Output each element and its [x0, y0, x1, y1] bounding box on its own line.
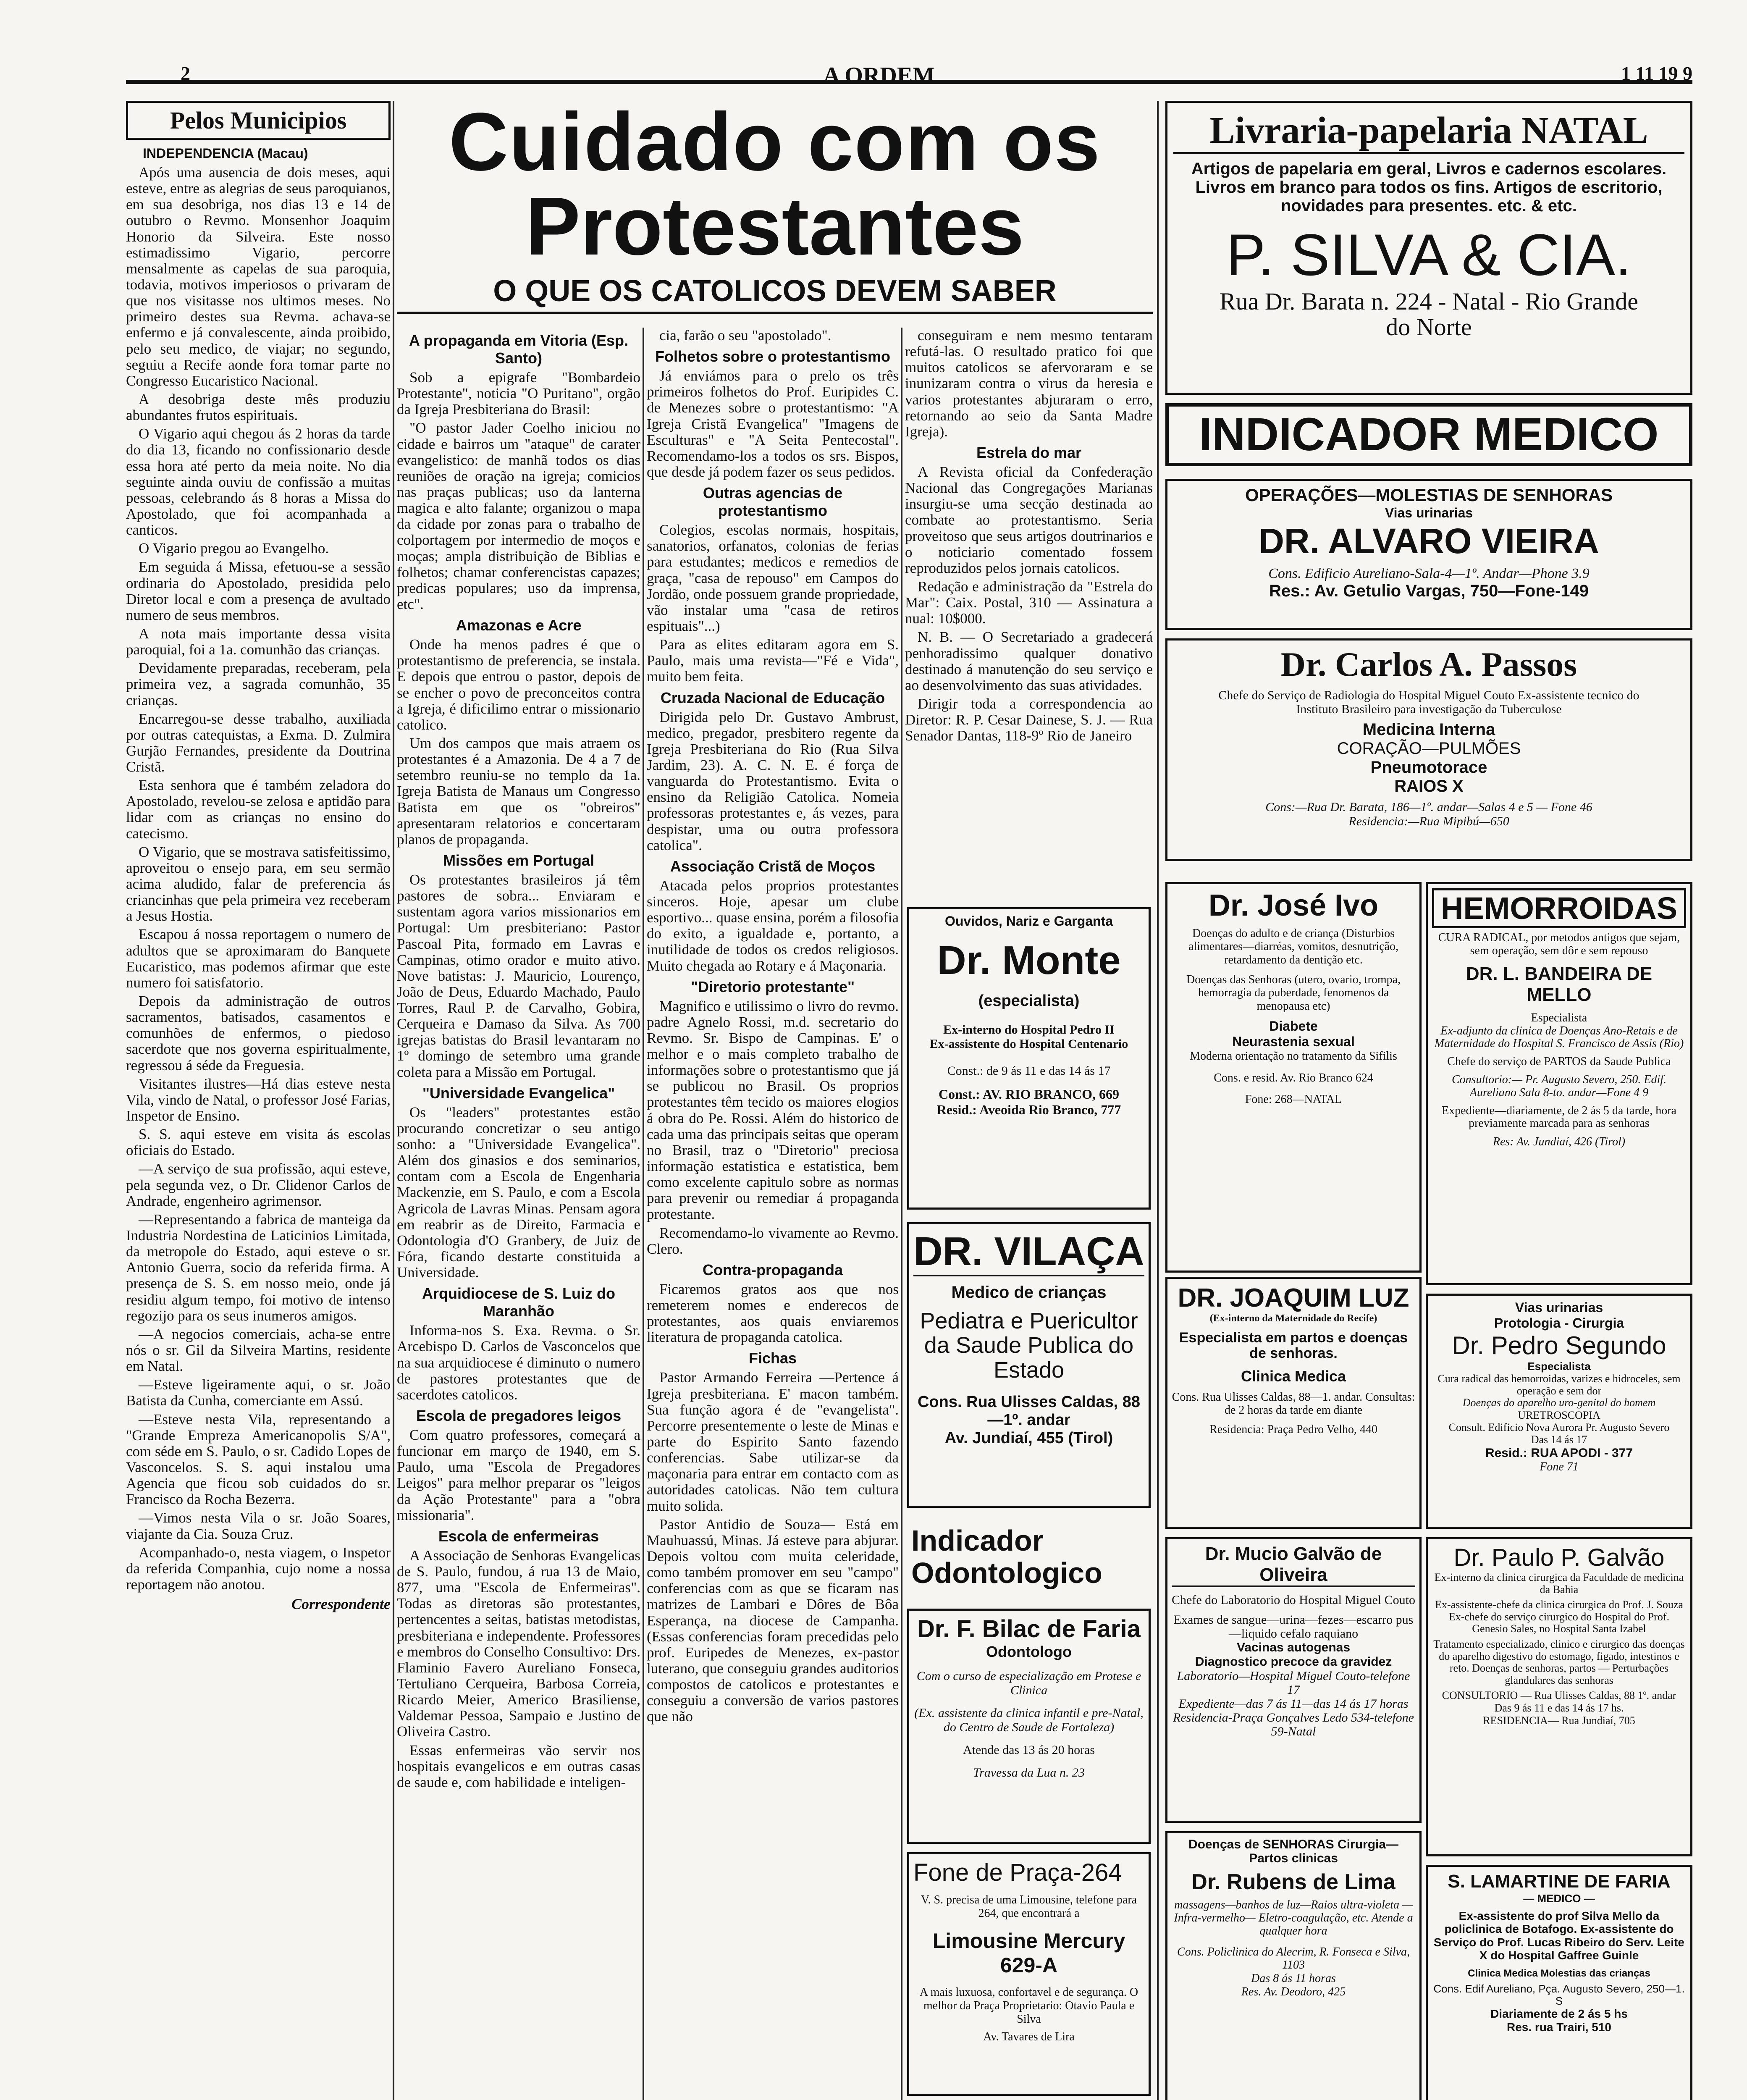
luz-name: DR. JOAQUIM LUZ — [1178, 1284, 1409, 1312]
alvaro-name: DR. ALVARO VIEIRA — [1259, 521, 1599, 561]
newspaper-title: A ORDEM — [823, 63, 935, 89]
page-date: 1 11 19 9 — [1621, 63, 1692, 84]
monte-l4: Const.: AV. RIO BRANCO, 669 — [939, 1087, 1119, 1102]
fone-l1: V. S. precisa de uma Limousine, telefone para 264, que encontrará a — [921, 1893, 1137, 1920]
article-subhead: O QUE OS CATOLICOS DEVEM SABER — [397, 274, 1153, 314]
monte-name: Dr. Monte — [937, 938, 1121, 983]
segundo-l8: Das 14 ás 17 — [1531, 1433, 1587, 1446]
article-section-heading: Associação Cristã de Moços — [670, 857, 876, 875]
municipios-text — [126, 165, 391, 1593]
monte-l1: Ex-interno do Hospital Pedro II — [943, 1023, 1115, 1037]
article-paragraph: Dirigida pelo Dr. Gustavo Ambrust, medico, pregador, presbitero regente da Igreja Presbiteriana do Rio (Rua Silva Jardim, 23). A. C. N. E. é força de vanguarda do Protestantismo. Evita o ensino da Religião Catolica. Nomeia professoras protestantes e, ás vezes, para despistar, uma ou outra professora catolica". — [647, 709, 899, 853]
municipios-paragraph: Acompanhado-o, nesta viagem, o Inspetor da referida Companhia, cujo nome a nossa reportagem não anotou. — [126, 1544, 391, 1593]
segundo-l2: Protologia - Cirurgia — [1494, 1315, 1624, 1331]
monte-spec: (especialista) — [978, 992, 1080, 1010]
article-headline-2: Protestantes — [525, 180, 1024, 272]
ad-hemorroidas — [1426, 882, 1692, 1285]
article-paragraph: Com quatro professores, começará a funcionar em março de 1940, em S. Paulo, uma "Escola de Pregadores Leigos" para melhor preparar os "leigos da Ação Protestante" para a "obra missionaria". — [397, 1427, 640, 1523]
ivo-l1: Doenças do adulto e de criança (Disturbios alimentares—diarréas, vomitos, desnutrição, retardamento da dentição etc. — [1188, 927, 1398, 966]
ad-dr-ivo — [1165, 882, 1422, 1273]
article-paragraph: Para as elites editaram agora em S. Paulo, mais uma revista—"Fé e Vida", muito bem feita. — [647, 636, 899, 685]
segundo-l3: Especialista — [1527, 1360, 1591, 1373]
passos-name: Dr. Carlos A. Passos — [1280, 645, 1577, 683]
article-paragraph: Ficaremos gratos aos que nos remeterem nomes e enderecos de protestantes, aos quais enviaremos literatura de propaganda catolica. — [647, 1281, 899, 1346]
alvaro-l2: Res.: Av. Getulio Vargas, 750—Fone-149 — [1269, 582, 1589, 600]
monte-l5: Resid.: Aveoida Rio Branco, 777 — [936, 1102, 1121, 1117]
article-section-heading: Folhetos sobre o protestantismo — [655, 348, 891, 365]
hemorroidas-l6: Expediente—diariamente, de 2 ás 5 da tarde, hora previamente marcada para as senhoras — [1442, 1104, 1676, 1130]
municipios-paragraph: O Vigario pregou ao Evangelho. — [139, 540, 329, 557]
hemorroidas-l1: CURA RADICAL, por metodos antigos que sejam, sem operação, sem dôr e sem repouso — [1438, 931, 1680, 957]
article-section-heading: A propaganda em Vitoria (Esp. Santo) — [409, 332, 629, 367]
segundo-name: Dr. Pedro Segundo — [1452, 1331, 1666, 1360]
livraria-addr: Rua Dr. Barata n. 224 - Natal - Rio Grande do Norte — [1220, 288, 1638, 341]
indicador-odontologico: Indicador Odontologico — [911, 1524, 1102, 1589]
article-paragraph: Sob a epigrafe "Bombardeio Protestante", noticia "O Puritano", orgão da Igreja Presbiteriana do Brasil: — [397, 369, 640, 418]
vilaca-l1: Pediatra e Puericultor da Saude Publica do Estado — [920, 1308, 1138, 1383]
vilaca-l3: Av. Jundiaí, 455 (Tirol) — [944, 1429, 1113, 1447]
hemorroidas-l2: Especialista — [1531, 1011, 1587, 1024]
article-paragraph: conseguiram e nem mesmo tentaram refutá-las. O resultado pratico foi que muitos catolicos se afervoraram e se inunizaram contra o virus da heresia e varios protestantes abjuraram o erro, retornando ao seio da Santa Madre Igreja). — [905, 328, 1153, 440]
segundo-l10: Fone 71 — [1540, 1460, 1579, 1474]
monte-l2: Ex-assistente do Hospital Centenario — [929, 1037, 1128, 1051]
galvao-l6: RESIDENCIA— Rua Jundiaí, 705 — [1483, 1714, 1635, 1727]
article-paragraph: Os "leaders" protestantes estão procurando concretizar o seu antigo sonho: a "Universidade Evangelica". Além dos ginasios e dos seminarios, contam com a Escola de Engenharia Mackenzie, em S. Paulo, e com a Escola Agricola de Lavras Minas. Pensam agora em reabrir as de Direito, Farmacia e Odontologia d'O Granbery, de Juiz de Fóra, ficando destarte constituida a Universidade. — [397, 1104, 640, 1281]
article-section-heading: Escola de enfermeiras — [438, 1527, 599, 1545]
bilac-l2: (Ex. assistente da clinica infantil e pre-Natal, do Centro de Saude de Fortaleza) — [914, 1706, 1144, 1734]
article-paragraph: Os protestantes brasileiros já têm pastores de sobra... Enviaram e sustentam agora varios missionarios em Portugal: Um presbiteriano: Pastor Pascoal Pita, formado em Lavras e Campinas, otimo orador e muito ativo. Nove batistas: J. Mauricio, Lourenço, João de Deus, Eduardo Machado, Paulo Torres, Raul P. de Carvalho, Gobira, Cerqueira e Damaso da Silva. As 700 igrejas batistas do Brasil levantaram no 1º domingo de setembro uma grande coleta para a Missão em Portugal. — [397, 871, 640, 1080]
ad-indicador-odontologico — [907, 1520, 1151, 1604]
municipios-paragraph: Devidamente preparadas, receberam, pela primeira vez, a sagrada comunhão, 35 crianças. — [126, 660, 391, 709]
municipios-paragraph: Encarregou-se desse trabalho, auxiliada por outras catequistas, a Exma. D. Zulmira Gurjão Fernandes, presidente da Doutrina Cristã. — [126, 710, 391, 775]
article-paragraph: Informa-nos S. Exa. Revma. o Sr. Arcebispo D. Carlos de Vasconcelos que na sua arquidiocese é diminuto o numero de pastores protestantes que de sacerdotes catolicos. — [397, 1322, 640, 1403]
column-rule — [393, 101, 394, 2100]
fone-l3: Av. Tavares de Lira — [983, 2030, 1075, 2043]
article-paragraph: A Associação de Senhoras Evangelicas de S. Paulo, fundou, á rua 13 de Maio, 877, uma "Escola de Enfermeiras". Todas as diretoras são protestantes, pertencentes a seitas, batistas metodistas, presbiteriana e independente. Professores e membros do Conselho Consultivo: Drs. Flaminio Favero Aureliano Fonseca, Tertuliano Cerqueira, Barbosa Correia, Ricardo Meier, Americo Brasiliense, Valdemar Pessoa, Sampaio e Justino de Oliveira Castro. — [397, 1547, 640, 1740]
municipios-paragraph: —Esteve nesta Vila, representando a "Grande Empreza Americanopolis S/A", com séde em S. Paulo, o sr. Cadido Lopes de Vasconcelos. S. S. aqui instalou uma Agencia que ficou sob cuidados do sr. Francisco da Rocha Bezerra. — [126, 1411, 391, 1508]
article-paragraph: Onde ha menos padres é que o protestantismo de preferencia, se instala. E depois que entrou o pastor, depois de se encher o povo de preconceitos contra a Igreja, é dificilimo entrar o missionario catolico. — [397, 636, 640, 733]
article-col-1 — [397, 328, 640, 2100]
rubens-l3: Das 8 ás 11 horas — [1251, 1971, 1336, 1985]
segundo-l4: Cura radical das hemorroidas, varizes e hidroceles, sem operação e sem dor — [1437, 1373, 1681, 1397]
livraria-title: Livraria-papelaria NATAL — [1173, 109, 1684, 154]
passos-l7: Residencia:—Rua Mipibú—650 — [1348, 814, 1509, 828]
mucio-l1: Chefe do Laboratorio do Hospital Miguel Couto — [1172, 1593, 1415, 1607]
rubens-l1: massagens—banhos de luz—Raios ultra-violeta — Infra-vermelho— Eletro-coagulação, etc. Atende a qualquer hora — [1174, 1898, 1413, 1937]
alvaro-top: OPERAÇÕES—MOLESTIAS DE SENHORAS — [1245, 485, 1613, 505]
article-section-heading: Estrela do mar — [976, 444, 1082, 461]
article-paragraph: Atacada pelos proprios protestantes sinceros. Hoje, apesar um clube esportivo... quase ensina, porém a filosofia do exito, a igualdade e, portanto, a inutilidade de todos os credos religiosos. Muito chegada ao Rotary e á Maçonaria. — [647, 877, 899, 974]
ad-dr-galvao — [1426, 1537, 1692, 1856]
article-section-heading: Escola de pregadores leigos — [416, 1407, 622, 1425]
mucio-l7: Residencia-Praça Gonçalves Ledo 534-telefone 59-Natal — [1173, 1711, 1414, 1738]
page-header — [126, 63, 1692, 89]
vilaca-spec: Medico de crianças — [951, 1283, 1107, 1302]
segundo-l1: Vias urinarias — [1515, 1300, 1603, 1315]
ivo-l2: Doenças das Senhoras (utero, ovario, trompa, hemorragia da puberdade, fenomenos da menopausa etc) — [1186, 973, 1401, 1013]
ivo-l5: Moderna orientação no tratamento da Sifilis — [1190, 1050, 1397, 1063]
ad-dr-luz — [1165, 1277, 1422, 1529]
hemorroidas-l3: Ex-adjunto da clinica de Doenças Ano-Retais e de Maternidade do Hospital S. Francisco de Assis (Rio) — [1434, 1024, 1684, 1050]
article-section-heading: Outras agencias de protestantismo — [703, 484, 843, 520]
article-paragraph: Pastor Armando Ferreira —Pertence á Igreja presbiteriana. E' macon também. Sua função agora é de "evangelista". Percorre presentemente o leste de Minas e parte do Espirito Santo fazendo conferencias. Sabe utilizar-se da maçonaria para entrar em contacto com as autoridades catolicas. Não tem cultura muito solida. — [647, 1369, 899, 1514]
article-paragraph: Essas enfermeiras vão servir nos hospitais evangelicos e em outras casas de saude e, com habilidade e inteligen- — [397, 1742, 640, 1790]
column-rule — [643, 328, 644, 2100]
municipios-paragraph: O Vigario aqui chegou ás 2 horas da tarde do dia 13, ficando no confissionario desde essa hora até perto da meia noite. No dia seguinte ainda ouviu de confissão a muitas pessoas, celebrando ás 8 horas a Missa do Apostolado, que foi acompanhada a canticos. — [126, 425, 391, 538]
municipios-title: Pelos Municipios — [126, 101, 391, 140]
passos-l3: CORAÇÃO—PULMÕES — [1337, 739, 1521, 758]
ivo-l3: Diabete — [1269, 1018, 1318, 1034]
mucio-l4: Diagnostico precoce da gravidez — [1195, 1655, 1392, 1669]
municipios-paragraph: —Vimos nesta Vila o sr. João Soares, viajante da Cia. Souza Cruz. — [126, 1509, 391, 1542]
bilac-l3: Atende das 13 ás 20 horas — [963, 1743, 1095, 1757]
municipios-section: INDEPENDENCIA (Macau) — [143, 146, 308, 161]
lamartine-name: S. LAMARTINE DE FARIA — [1448, 1871, 1671, 1892]
hemorroidas-title: HEMORROIDAS — [1432, 888, 1686, 928]
ad-dr-mucio — [1165, 1537, 1422, 1823]
rubens-l2: Cons. Policlinica do Alecrim, R. Fonseca e Silva, 1103 — [1177, 1945, 1410, 1972]
lamartine-l5: Diariamente de 2 ás 5 hs — [1490, 2007, 1628, 2020]
article-section-heading: Contra-propaganda — [702, 1261, 843, 1278]
article-paragraph: "O pastor Jader Coelho iniciou no cidade e bairros um "ataque" de carater evangelistico: de manhã todos os dias reuniões de oração na igreja; comicios nas praças publicas; uso da lanterna magica e alto falante; organizou o mapa da cidade por zonas para o trabalho de colportagem por intermedio de moços e moças; ampla distribuição de Biblias e folhetos; chamar conferencistas capazes; predicas populares; uso da imprensa, etc". — [397, 420, 640, 612]
galvao-l2: Ex-assistente-chefe da clinica cirurgica do Prof. J. Souza Ex-chefe do serviço cirurgico do Hospital do Prof. Genesio Sales, no Hospital Santa Izabel — [1435, 1599, 1683, 1635]
column-rule — [901, 328, 902, 2100]
article-section-heading: Missões em Portugal — [443, 851, 595, 869]
article-section-heading: Amazonas e Acre — [456, 617, 582, 634]
municipios-paragraph: —A negocios comerciais, acha-se entre nós o sr. Gil da Silveira Martins, residente em Natal. — [126, 1326, 391, 1375]
luz-l5: Residencia: Praça Pedro Velho, 440 — [1209, 1423, 1377, 1436]
municipios-paragraph: S. S. aqui esteve em visita ás escolas oficiais do Estado. — [126, 1126, 391, 1159]
lamartine-l2: Ex-assistente do prof Silva Mello da policlinica de Botafogo. Ex-assistente do Serviço do Prof. Lucas Ribeiro do Serv. Leite X do Hospital Gaffree Guinle — [1434, 1909, 1684, 1962]
fone-l2: A mais luxuosa, confortavel e de segurança. O melhor da Praça Proprietario: Otavio Paula e Silva — [919, 1986, 1138, 2026]
galvao-l4: CONSULTORIO — Rua Ulisses Caldas, 88 1º. andar — [1442, 1689, 1676, 1702]
ivo-l7: Fone: 268—NATAL — [1245, 1092, 1342, 1106]
mucio-l6: Expediente—das 7 ás 11—das 14 ás 17 horas — [1178, 1697, 1409, 1711]
fone-title: Fone de Praça-264 — [913, 1859, 1122, 1886]
municipios-paragraph: A desobriga deste mês produziu abundantes frutos espirituais. — [126, 391, 391, 424]
article-paragraph: Redação e administração da "Estrela do Mar": Caix. Postal, 310 — Assinatura a nual: 10$000. — [905, 578, 1153, 627]
ivo-name: Dr. José Ivo — [1208, 889, 1379, 922]
alvaro-sub: Vias urinarias — [1385, 505, 1473, 520]
segundo-l7: Consult. Edificio Nova Aurora Pr. Augusto Severo — [1448, 1421, 1670, 1433]
article-paragraph: Já enviámos para o prelo os três primeiros folhetos do Prof. Euripides C. de Menezes sobre o protestantismo: "A Igreja Cristã Evangelica" "Imagens de Esculturas" e "A Seita Pentecostal". Recomendamo-los a todos os srs. Bispos, que desde já podem fazer os seus pedidos. — [647, 368, 899, 480]
ad-dr-vilaca — [907, 1222, 1151, 1508]
municipios-paragraph: —Representando a fabrica de manteiga da Industria Nordestina de Laticinios Limitada, da metropole do Estado, aqui esteve o sr. Antonio Guerra, socio da referida firma. A presença de S. S. em nosso meio, onde já residiu algum tempo, foi motivo de intenso regozijo para os seus inumeros amigos. — [126, 1211, 391, 1324]
ivo-l4: Neurastenia sexual — [1232, 1034, 1355, 1050]
bilac-spec: Odontologo — [986, 1643, 1072, 1660]
article-section-heading: "Diretorio protestante" — [690, 978, 855, 995]
ad-dr-monte — [907, 907, 1151, 1210]
luz-l1: (Ex-interno da Maternidade do Recife) — [1209, 1313, 1377, 1324]
lamartine-l1: — MEDICO — — [1523, 1892, 1595, 1905]
passos-l1: Chefe do Serviço de Radiologia do Hospital Miguel Couto Ex-assistente tecnico do Instituto Brasileiro para investigação da Tuberculose — [1218, 688, 1639, 716]
rubens-top: Doenças de SENHORAS Cirurgia—Partos clinicas — [1188, 1838, 1399, 1865]
municipios-column — [126, 101, 391, 2100]
luz-l4: Cons. Rua Ulisses Caldas, 88—1. andar. Consultas: de 2 horas da tarde em diante — [1172, 1390, 1415, 1417]
passos-l6: Cons:—Rua Dr. Barata, 186—1º. andar—Salas 4 e 5 — Fone 46 — [1265, 800, 1592, 814]
passos-l2: Medicina Interna — [1362, 720, 1495, 739]
passos-l4: Pneumotorace — [1370, 758, 1487, 777]
passos-l5: RAIOS X — [1394, 777, 1464, 795]
segundo-l9: Resid.: RUA APODI - 377 — [1485, 1446, 1633, 1460]
livraria-l1: Artigos de papelaria em geral, Livros e cadernos escolares. Livros em branco para todos os fins. Artigos de escritorio, novidades para presentes. etc. & etc. — [1191, 160, 1667, 215]
municipios-paragraph: Em seguida á Missa, efetuou-se a sessão ordinaria do Apostolado, presidida pelo Diretor local e com a presença de avultado numero de seus membros. — [126, 559, 391, 623]
mucio-l5: Laboratorio—Hospital Miguel Couto-telefone 17 — [1177, 1669, 1410, 1697]
livraria-firm: P. SILVA & CIA. — [1226, 222, 1632, 288]
page-number: 2 — [181, 63, 190, 84]
galvao-l3: Tratamento especializado, clinico e cirurgico das doenças do aparelho digestivo do estomago, figado, intestinos e reto. Doenças de senhoras, partos — Perturbações glandulares das senhoras — [1433, 1638, 1685, 1686]
alvaro-l1: Cons. Edificio Aureliano-Sala-4—1º. Andar—Phone 3.9 — [1268, 566, 1590, 581]
article-paragraph: Recomendamo-lo vivamente ao Revmo. Clero. — [647, 1224, 899, 1257]
article-section-heading: Cruzada Nacional de Educação — [660, 689, 885, 706]
bilac-name: Dr. F. Bilac de Faria — [917, 1615, 1141, 1643]
monte-l3: Const.: de 9 ás 11 e das 14 ás 17 — [947, 1064, 1111, 1078]
ad-dr-passos — [1165, 638, 1692, 861]
indicador-medico-banner — [1165, 403, 1692, 466]
article-paragraph: A Revista oficial da Confederação Nacional das Congregações Marianas insurgiu-se uma secção destinada ao combate ao protestantismo. Seria proveitoso que seus artigos doutrinarios e o noticiario comentado fossem reproduzidos pelos jornais catolicos. — [905, 463, 1153, 576]
mucio-l3: Vacinas autogenas — [1236, 1641, 1351, 1654]
ad-dr-rubens — [1165, 1831, 1422, 2100]
rubens-l4: Res. Av. Deodoro, 425 — [1241, 1985, 1346, 1998]
galvao-name: Dr. Paulo P. Galvão — [1453, 1544, 1665, 1571]
municipios-paragraph: A nota mais importante dessa visita paroquial, foi a 1a. comunhão das crianças. — [126, 625, 391, 658]
article-col-2 — [647, 328, 899, 2100]
indicador-medico-title: INDICADOR MEDICO — [1199, 409, 1659, 460]
ad-livraria-natal — [1165, 101, 1692, 395]
hemorroidas-name: DR. L. BANDEIRA DE MELLO — [1466, 963, 1653, 1005]
article-paragraph: Dirigir toda a correspondencia ao Diretor: R. P. Cesar Dainese, S. J. — Rua Senador Dantas, 118-9º Rio de Janeiro — [905, 695, 1153, 744]
municipios-paragraph: O Vigario, que se mostrava satisfeitissimo, aproveitou o ensejo para, em seu sermão acima aludido, falar de preferencia ás criancinhas que pela primeira vez receberam a Jesus Hostia. — [126, 843, 391, 924]
galvao-l5: Das 9 ás 11 e das 14 ás 17 hs. — [1494, 1701, 1624, 1714]
article-headline-block — [397, 96, 1153, 314]
lamartine-l4: Cons. Edif Aureliano, Pça. Augusto Severo, 250—1. S — [1433, 1982, 1685, 2008]
ad-dr-alvaro — [1165, 479, 1692, 630]
article-col-3 — [905, 328, 1153, 895]
ad-fone-praca — [907, 1852, 1151, 2096]
segundo-l6: URETROSCOPIA — [1518, 1409, 1600, 1421]
municipios-paragraph: —Esteve ligeiramente aqui, o sr. João Batista da Cunha, comerciante em Assú. — [126, 1376, 391, 1409]
fone-car: Limousine Mercury 629-A — [932, 1929, 1125, 1977]
article-section-heading: "Universidade Evangelica" — [422, 1084, 615, 1102]
municipios-paragraph: Após uma ausencia de dois meses, aqui esteve, entre as alegrias de seus paroquianos, em sua desobriga, nos dias 13 e 14 de outubro o Revmo. Monsenhor Joaquim Honorio da Silveira. Este nosso estimadissimo Vigario, percorre mensalmente as capelas de sua paroquia, todavia, motivos imperiosos o privaram de que nos visitasse nos ultimos meses. No primeiro destes sua Revma. achava-se enfermo e já convalescente, ainda proibido, pelo seu medico, de viajar; no segundo, seguiu a Recife aonde fora tomar parte no Congresso Eucaristico Nacional. — [126, 164, 391, 389]
municipios-paragraph: —A serviço de sua profissão, aqui esteve, pela segunda vez, o Dr. Clidenor Carlos de Andrade, engenheiro agrimensor. — [126, 1160, 391, 1209]
rubens-name: Dr. Rubens de Lima — [1191, 1870, 1396, 1894]
ad-lamartine — [1426, 1865, 1692, 2100]
article-section-heading: Fichas — [748, 1349, 797, 1367]
galvao-l1: Ex-interno da clinica cirurgica da Faculdade de medicina da Bahia — [1434, 1571, 1684, 1596]
hemorroidas-l5: Consultorio:— Pr. Augusto Severo, 250. Edif. Aureliano Sala 8-to. andar—Fone 4 9 — [1452, 1073, 1666, 1099]
ad-dr-bilac — [907, 1609, 1151, 1844]
article-section-heading: Arquidiocese de S. Luiz do Maranhão — [422, 1285, 616, 1320]
segundo-l5: Doenças do aparelho uro-genital do homem — [1462, 1396, 1656, 1409]
bilac-l1: Com o curso de especialização em Protese e Clinica — [916, 1669, 1141, 1697]
article-paragraph: Um dos campos que mais atraem os protestantes é a Amazonia. De 4 a 7 de setembro reuniu-se no templo da 1a. Igreja Batista de Manaus um Congresso Batista em que os "obreiros" apresentaram relatorios e concertaram planos de propaganda. — [397, 735, 640, 848]
article-paragraph: Magnifico e utilissimo o livro do revmo. padre Agnelo Rossi, m.d. secretario do Revmo. Sr. Bispo de Campinas. E' o melhor e o mais completo trabalho de informações sobre o protestantismo que já se publicou no Brasil. Os proprios protestantes têm tecido os maiores elogios á obra do Pe. Rossi. Além do historico de cada uma das principais seitas que operam no Brasil, traz o "Diretorio" preciosa informação estatistica e estatistica, bem como excelente capitulo sobre as normas para prevenir ou remediar á propaganda protestante. — [647, 998, 899, 1223]
mucio-name: Dr. Mucio Galvão de Oliveira — [1172, 1544, 1415, 1587]
hemorroidas-l7: Res: Av. Jundiaí, 426 (Tirol) — [1493, 1135, 1626, 1149]
lamartine-l3: Clinica Medica Molestias das crianças — [1468, 1968, 1650, 1979]
article-paragraph: Colegios, escolas normais, hospitais, sanatorios, orfanatos, colonias de ferias para estudantes; medicos e remedios de graça, "casa de repouso" em Campos do Jordão, onde possuem grande propriedade, vão instalar uma "casa de retiros espituais"...) — [647, 522, 899, 634]
bilac-l4: Travessa da Lua n. 23 — [973, 1766, 1085, 1780]
mucio-l2: Exames de sangue—urina—fezes—escarro pus—liquido cefalo raquiano — [1173, 1613, 1414, 1641]
hemorroidas-l4: Chefe do serviço de PARTOS da Saude Publica — [1447, 1055, 1671, 1068]
municipios-paragraph: Depois da administração de outros sacramentos, batisados, casamentos e comunhões de enfermos, o piedoso sacerdote que nos governa espiritualmente, regressou á séde da Freguesia. — [126, 993, 391, 1074]
correspondente-sign: Correspondente — [291, 1596, 391, 1613]
lamartine-l6: Res. rua Trairi, 510 — [1506, 2020, 1612, 2034]
municipios-paragraph: Escapou á nossa reportagem o numero de adultos que se aproximaram do Banquete Eucaristico, mas podemos afirmar que este numero foi satisfatorio. — [126, 926, 391, 991]
luz-l2: Especialista em partos e doenças de senhoras. — [1179, 1330, 1408, 1362]
article-paragraph: Pastor Antidio de Souza— Está em Mauhuassú, Minas. Já esteve para abjurar. Depois voltou com muita celeridade, como também promover em seu "campo" conferencias com as que se ficaram nas matrizes de Lambari e Dôres de Bôa Esperança, na diocese de Campanha. (Essas conferencias foram precedidas pelo prof. Euripedes de Menezes, ex-pastor luterano, que conseguiu grandes auditorios compostos de catolicos e protestantes e conseguiu a conversão de varios pastores que não — [647, 1516, 899, 1725]
luz-l3: Clinica Medica — [1241, 1367, 1346, 1385]
article-headline-1: Cuidado com os — [449, 96, 1101, 188]
ad-dr-segundo — [1426, 1294, 1692, 1529]
article-paragraph: cia, farão o seu "apostolado". — [659, 328, 832, 344]
column-rule — [1157, 101, 1159, 2100]
ivo-l6: Cons. e resid. Av. Rio Branco 624 — [1214, 1071, 1373, 1084]
monte-top: Ouvidos, Nariz e Garganta — [944, 914, 1113, 929]
vilaca-l2: Cons. Rua Ulisses Caldas, 88—1º. andar — [917, 1393, 1141, 1429]
municipios-paragraph: Esta senhora que é também zeladora do Apostolado, revelou-se zelosa e aptidão para lidar com as crianças no ensino do catecismo. — [126, 777, 391, 842]
municipios-paragraph: Visitantes ilustres—Há dias esteve nesta Vila, vindo de Natal, o professor José Farias, Inspetor de Ensino. — [126, 1075, 391, 1124]
vilaca-name: DR. VILAÇA — [913, 1228, 1144, 1276]
article-paragraph: N. B. — O Secretariado a gradecerá penhoradissimo qualquer donativo destinado á manutenção do seu serviço e ao desenvolvimento das suas atividades. — [905, 629, 1153, 693]
